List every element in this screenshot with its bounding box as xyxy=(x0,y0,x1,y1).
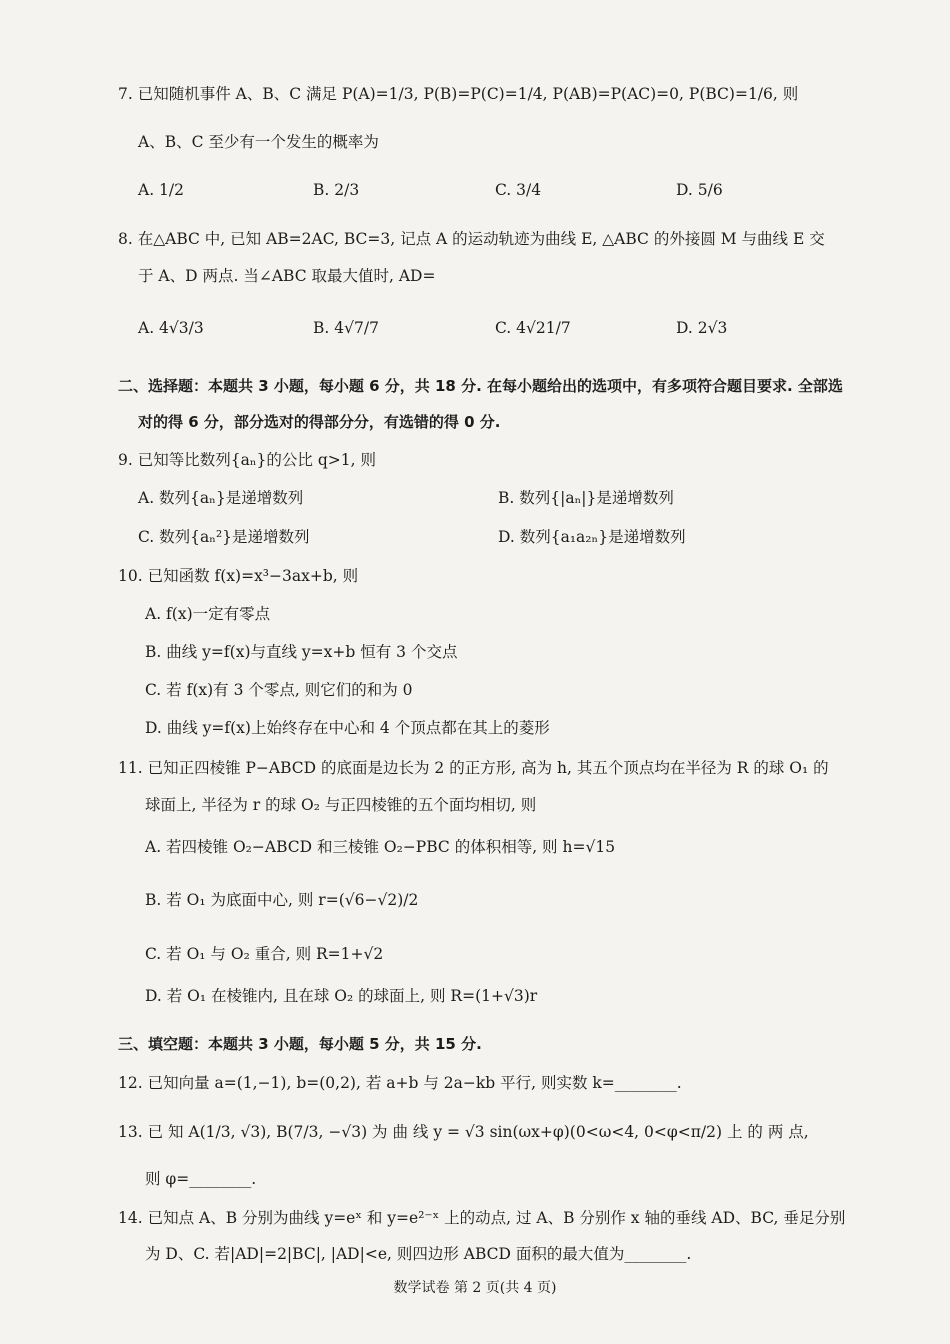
q7-option-b: B. 2/3 xyxy=(313,181,360,199)
q8-stem-line2: 于 A、D 两点. 当∠ABC 取最大值时, AD= xyxy=(138,267,436,285)
q11-stem-line2: 球面上, 半径为 r 的球 O₂ 与正四棱锥的五个面均相切, 则 xyxy=(145,796,537,814)
q11-stem-line1: 11. 已知正四棱锥 P−ABCD 的底面是边长为 2 的正方形, 高为 h, 其五个顶点均在半径为 R 的球 O₁ 的 xyxy=(118,759,829,777)
q10-option-a: A. f(x)一定有零点 xyxy=(145,605,271,623)
q11-option-b: B. 若 O₁ 为底面中心, 则 r=(√6−√2)/2 xyxy=(145,891,419,909)
q7-option-a: A. 1/2 xyxy=(138,181,184,199)
q7-stem-line1: 7. 已知随机事件 A、B、C 满足 P(A)=1/3, P(B)=P(C)=1/4, P(AB)=P(AC)=0, P(BC)=1/6, 则 xyxy=(118,85,799,103)
q7-option-d: D. 5/6 xyxy=(676,181,723,199)
q8-stem-line1: 8. 在△ABC 中, 已知 AB=2AC, BC=3, 记点 A 的运动轨迹为曲线 E, △ABC 的外接圆 M 与曲线 E 交 xyxy=(118,230,825,248)
q9-option-c: C. 数列{aₙ²}是递增数列 xyxy=(138,528,310,546)
section3-heading: 三、填空题：本题共 3 小题，每小题 5 分，共 15 分. xyxy=(118,1035,482,1053)
q10-stem: 10. 已知函数 f(x)=x³−3ax+b, 则 xyxy=(118,567,359,585)
q11-option-a: A. 若四棱锥 O₂−ABCD 和三棱锥 O₂−PBC 的体积相等, 则 h=√15 xyxy=(145,838,616,856)
q9-stem: 9. 已知等比数列{aₙ}的公比 q>1, 则 xyxy=(118,451,376,469)
q8-option-a: A. 4√3/3 xyxy=(138,319,204,337)
q9-option-b: B. 数列{|aₙ|}是递增数列 xyxy=(498,489,674,507)
page-footer: 数学试卷 第 2 页(共 4 页) xyxy=(393,1280,557,1296)
q11-option-c: C. 若 O₁ 与 O₂ 重合, 则 R=1+√2 xyxy=(145,945,384,963)
q12-stem: 12. 已知向量 a=(1,−1), b=(0,2), 若 a+b 与 2a−kb 平行, 则实数 k=________. xyxy=(118,1074,682,1092)
q13-stem-line2: 则 φ=________. xyxy=(145,1170,257,1188)
q9-option-a: A. 数列{aₙ}是递增数列 xyxy=(138,489,304,507)
q10-option-c: C. 若 f(x)有 3 个零点, 则它们的和为 0 xyxy=(145,681,413,699)
q10-option-b: B. 曲线 y=f(x)与直线 y=x+b 恒有 3 个交点 xyxy=(145,643,458,661)
q7-stem-line2: A、B、C 至少有一个发生的概率为 xyxy=(138,133,379,151)
q7-option-c: C. 3/4 xyxy=(495,181,542,199)
section2-heading-line2: 对的得 6 分，部分选对的得部分分，有选错的得 0 分. xyxy=(138,413,501,431)
q14-stem-line1: 14. 已知点 A、B 分别为曲线 y=eˣ 和 y=e²⁻ˣ 上的动点, 过 A、B 分别作 x 轴的垂线 AD、BC, 垂足分别 xyxy=(118,1209,846,1227)
q10-option-d: D. 曲线 y=f(x)上始终存在中心和 4 个顶点都在其上的菱形 xyxy=(145,719,550,737)
q11-option-d: D. 若 O₁ 在棱锥内, 且在球 O₂ 的球面上, 则 R=(1+√3)r xyxy=(145,987,538,1005)
q8-option-d: D. 2√3 xyxy=(676,319,728,337)
q8-option-c: C. 4√21/7 xyxy=(495,319,571,337)
q8-option-b: B. 4√7/7 xyxy=(313,319,379,337)
q14-stem-line2: 为 D、C. 若|AD|=2|BC|, |AD|<e, 则四边形 ABCD 面积的最大值为________. xyxy=(145,1245,692,1263)
q9-option-d: D. 数列{a₁a₂ₙ}是递增数列 xyxy=(498,528,686,546)
section2-heading-line1: 二、选择题：本题共 3 小题，每小题 6 分，共 18 分. 在每小题给出的选项中，有多项符合题目要求. 全部选 xyxy=(118,377,843,395)
q13-stem-line1: 13. 已 知 A(1/3, √3), B(7/3, −√3) 为 曲 线 y = √3 sin(ωx+φ)(0<ω<4, 0<φ<π/2) 上 的 两 点, xyxy=(118,1123,809,1141)
